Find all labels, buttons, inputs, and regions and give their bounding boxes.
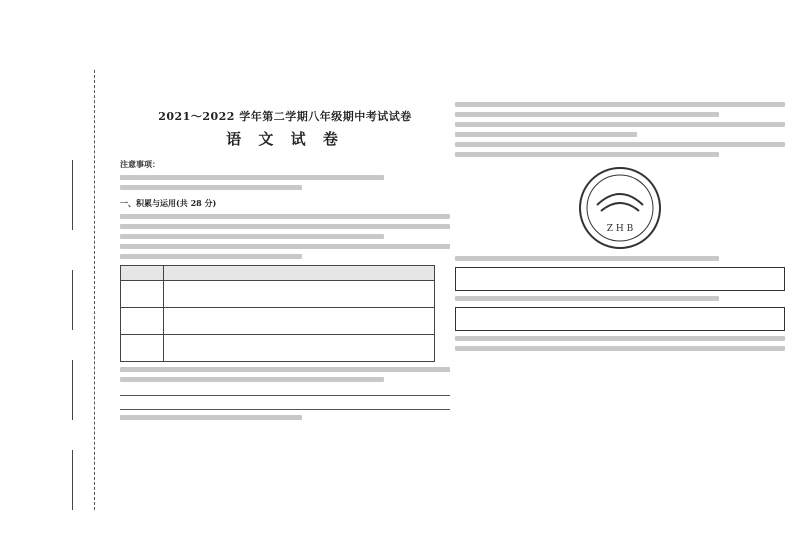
answer-line[interactable] <box>120 401 450 410</box>
emblem-graphic <box>577 165 663 251</box>
binding-rule <box>72 450 73 510</box>
text-placeholder <box>120 415 302 420</box>
binding-rule <box>72 270 73 330</box>
table-cell <box>164 308 435 335</box>
text-placeholder <box>120 377 384 382</box>
table-cell <box>121 335 164 362</box>
text-placeholder <box>455 152 719 157</box>
notice-heading: 注意事项： <box>120 159 160 169</box>
ancient-poem-table <box>120 265 435 362</box>
binding-rule <box>72 360 73 420</box>
text-placeholder <box>455 296 719 301</box>
answer-box[interactable] <box>455 307 785 331</box>
environmental-protection-emblem <box>577 165 663 251</box>
text-placeholder <box>455 256 719 261</box>
text-placeholder <box>455 122 785 127</box>
exam-title: 2021～2022 学年第二学期八年级期中考试试卷 <box>158 110 412 123</box>
subject-title: 语 文 试 卷 <box>226 130 344 148</box>
text-placeholder <box>120 244 450 249</box>
left-column <box>120 70 450 470</box>
text-placeholder <box>120 254 302 259</box>
binding-margin <box>6 20 98 540</box>
answer-box[interactable] <box>455 267 785 291</box>
binding-dashed-line <box>94 70 95 510</box>
table-header-cell <box>164 266 435 281</box>
text-placeholder <box>120 367 450 372</box>
answer-line[interactable] <box>120 387 450 396</box>
text-placeholder <box>455 112 719 117</box>
text-placeholder <box>120 214 450 219</box>
text-placeholder <box>455 346 785 351</box>
table-cell <box>164 335 435 362</box>
right-column <box>455 70 785 470</box>
text-placeholder <box>455 142 785 147</box>
table-cell <box>164 281 435 308</box>
text-placeholder <box>455 132 637 137</box>
text-placeholder <box>120 234 384 239</box>
binding-rule <box>72 160 73 230</box>
text-placeholder <box>455 102 785 107</box>
section-heading: 一、积累与运用(共 28 分) <box>120 198 217 208</box>
table-cell <box>121 281 164 308</box>
text-placeholder <box>120 185 302 190</box>
table-cell <box>121 308 164 335</box>
table-header-cell <box>121 266 164 281</box>
text-placeholder <box>120 224 450 229</box>
text-placeholder <box>455 336 785 341</box>
text-placeholder <box>120 175 384 180</box>
emblem-initials: Z H B <box>606 224 634 234</box>
